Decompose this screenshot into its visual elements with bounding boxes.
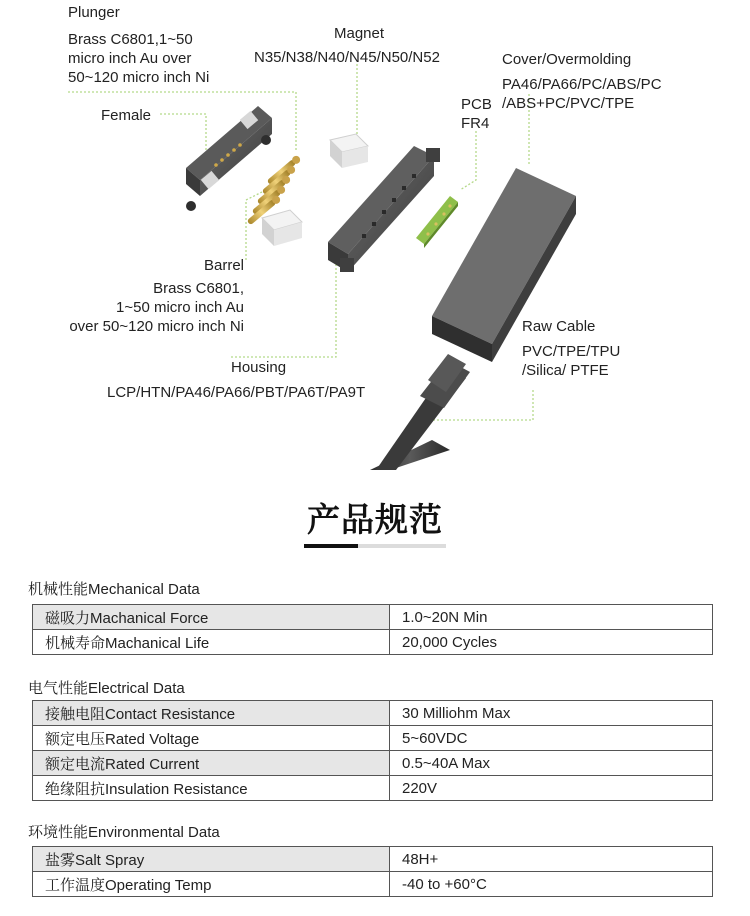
spec-key: 工作温度Operating Temp [33,872,390,897]
spec-section-title: 产品规范 [307,500,443,539]
pcb-part [416,196,458,248]
table-row [33,726,713,751]
spec-key: 机械寿命Machanical Life [33,630,390,655]
spec-value: 20,000 Cycles [390,630,713,655]
mechanical-heading: 机械性能Mechanical Data [28,581,200,598]
housing-label: Housing [231,359,287,376]
barrel-label: Barrel Brass C6801, 1~50 micro inch Au over 50~120 micro inch Ni [69,257,244,335]
spec-key: 额定电流Rated Current [33,751,390,776]
electrical-heading: 电气性能Electrical Data [28,680,185,697]
cover-label: Cover/Overmolding PA46/PA66/PC/ABS/PC /ABS+PC/PVC/TPE [502,51,662,112]
spec-key: 磁吸力Machanical Force [33,605,390,630]
plunger-label: Plunger Brass C6801,1~50 micro inch Au over 50~120 micro inch Ni [68,4,210,86]
spec-key: 盐雾Salt Spray [33,847,390,872]
raw-cable-label: Raw Cable PVC/TPE/TPU /Silica/ PTFE [522,318,621,379]
spec-value: 0.5~40A Max [390,751,713,776]
table-row [33,776,713,801]
spec-key: 接触电阻Contact Resistance [33,701,390,726]
table-row [33,847,713,872]
female-part [186,106,272,211]
environmental-table [32,846,713,897]
table-row [33,701,713,726]
spec-value: 220V [390,776,713,801]
electrical-table [32,700,713,801]
female-label: Female [101,107,152,124]
magnet-block-upper [330,134,368,168]
spec-value: 5~60VDC [390,726,713,751]
spec-key: 额定电压Rated Voltage [33,726,390,751]
spec-value: 1.0~20N Min [390,605,713,630]
table-row [33,630,713,655]
spec-key: 绝缘阻抗Insulation Resistance [33,776,390,801]
spec-value: -40 to +60°C [390,872,713,897]
table-row [33,751,713,776]
table-row [33,605,713,630]
housing-materials: LCP/HTN/PA46/PA66/PBT/PA6T/PA9T [107,384,366,401]
pcb-label: PCB FR4 [461,96,492,132]
mechanical-table [32,604,713,655]
spec-value: 48H+ [390,847,713,872]
title-underline-accent [304,544,358,548]
magnet-grades: N35/N38/N40/N45/N50/N52 [254,49,440,66]
spec-value: 30 Milliohm Max [390,701,713,726]
environmental-heading: 环境性能Environmental Data [28,824,220,841]
magnet-block-lower [262,210,302,246]
table-row [33,872,713,897]
magnet-label: Magnet [334,25,385,42]
